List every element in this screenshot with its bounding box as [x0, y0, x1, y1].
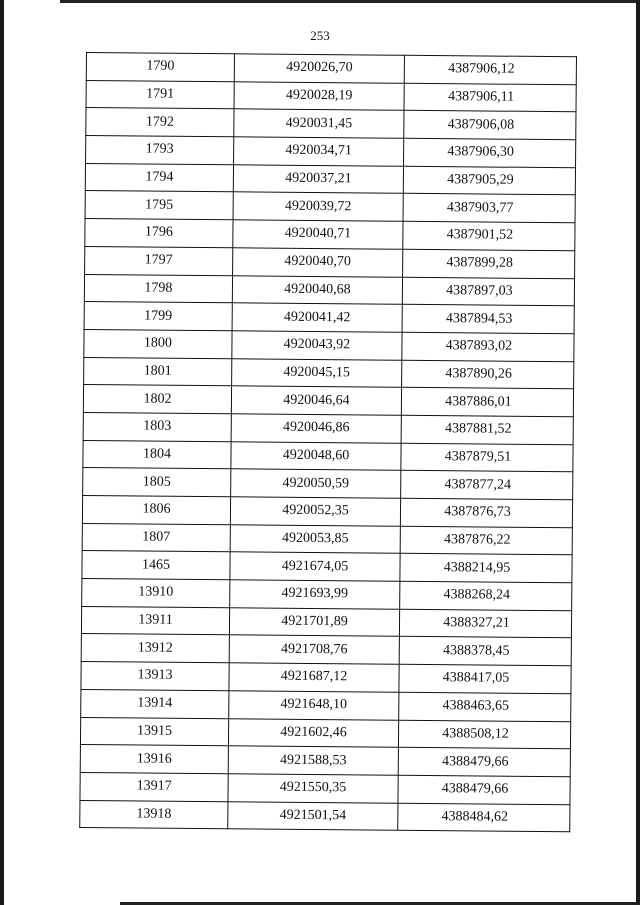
point-number-cell: 1803: [83, 412, 231, 441]
scan-edge-left: [0, 0, 4, 905]
table-row: [86, 108, 576, 140]
table-row: [86, 136, 576, 168]
table-row: [85, 219, 575, 251]
x-coordinate-cell: 4920031,45: [234, 109, 404, 138]
point-number-cell: 1799: [84, 302, 232, 331]
table-row: [85, 191, 575, 223]
x-coordinate-cell: 4920052,35: [230, 497, 400, 526]
point-number-cell: 13918: [80, 800, 228, 829]
x-coordinate-cell: 4921550,35: [228, 774, 398, 803]
table-row: [80, 745, 570, 777]
y-coordinate-cell: 4388484,62: [398, 803, 570, 832]
x-coordinate-cell: 4921708,76: [229, 635, 399, 664]
point-number-cell: 13917: [80, 772, 228, 801]
table-row: [83, 385, 573, 417]
point-number-cell: 1465: [82, 551, 230, 580]
point-number-cell: 1800: [84, 329, 232, 358]
point-number-cell: 13914: [81, 689, 229, 718]
y-coordinate-cell: 4387893,02: [402, 332, 574, 361]
x-coordinate-cell: 4920045,15: [232, 358, 402, 387]
x-coordinate-cell: 4920028,19: [234, 81, 404, 110]
point-number-cell: 1804: [83, 440, 231, 469]
x-coordinate-cell: 4921648,10: [229, 691, 399, 720]
point-number-cell: 13915: [80, 717, 228, 746]
x-coordinate-cell: 4920040,68: [232, 275, 402, 304]
table-row: [81, 662, 571, 694]
point-number-cell: 1797: [85, 246, 233, 275]
point-number-cell: 1806: [82, 495, 230, 524]
y-coordinate-cell: 4387881,52: [401, 415, 573, 444]
x-coordinate-cell: 4921602,46: [228, 718, 398, 747]
table-row: [84, 329, 574, 361]
point-number-cell: 1807: [82, 523, 230, 552]
table-row: [85, 246, 575, 278]
y-coordinate-cell: 4387899,28: [403, 249, 575, 278]
table-row: [86, 80, 576, 112]
y-coordinate-cell: 4387876,73: [400, 498, 572, 527]
table-row: [82, 551, 572, 583]
point-number-cell: 1794: [85, 163, 233, 192]
y-coordinate-cell: 4388378,45: [399, 637, 571, 666]
y-coordinate-cell: 4387905,29: [403, 166, 575, 195]
x-coordinate-cell: 4920040,71: [233, 220, 403, 249]
y-coordinate-cell: 4387906,12: [404, 55, 576, 84]
x-coordinate-cell: 4920050,59: [231, 469, 401, 498]
x-coordinate-cell: 4920053,85: [230, 524, 400, 553]
y-coordinate-cell: 4388417,05: [399, 664, 571, 693]
x-coordinate-cell: 4921687,12: [229, 663, 399, 692]
x-coordinate-cell: 4921701,89: [229, 608, 399, 637]
point-number-cell: 13910: [82, 579, 230, 608]
y-coordinate-cell: 4387906,30: [404, 138, 576, 167]
point-number-cell: 1805: [83, 468, 231, 497]
point-number-cell: 1796: [85, 219, 233, 248]
page-number: 253: [310, 28, 330, 43]
point-number-cell: 1798: [84, 274, 232, 303]
y-coordinate-cell: 4387894,53: [402, 304, 574, 333]
x-coordinate-cell: 4920046,64: [231, 386, 401, 415]
y-coordinate-cell: 4387897,03: [402, 277, 574, 306]
x-coordinate-cell: 4920034,71: [234, 137, 404, 166]
table-row: [86, 53, 576, 85]
y-coordinate-cell: 4387877,24: [401, 471, 573, 500]
y-coordinate-cell: 4387906,08: [404, 111, 576, 140]
table-row: [83, 440, 573, 472]
point-number-cell: 13913: [81, 662, 229, 691]
x-coordinate-cell: 4921501,54: [228, 801, 398, 830]
x-coordinate-cell: 4920026,70: [234, 54, 404, 83]
y-coordinate-cell: 4387879,51: [401, 443, 573, 472]
y-coordinate-cell: 4387903,77: [403, 194, 575, 223]
x-coordinate-cell: 4920048,60: [231, 441, 401, 470]
point-number-cell: 1802: [83, 385, 231, 414]
table-row: [84, 302, 574, 334]
y-coordinate-cell: 4388463,65: [399, 692, 571, 721]
x-coordinate-cell: 4920040,70: [233, 248, 403, 277]
point-number-cell: 1793: [86, 136, 234, 165]
table-row: [84, 274, 574, 306]
table-row: [84, 357, 574, 389]
table-row: [85, 163, 575, 195]
point-number-cell: 1790: [86, 53, 234, 82]
y-coordinate-cell: 4388508,12: [398, 720, 570, 749]
point-number-cell: 1801: [84, 357, 232, 386]
scan-edge-right: [636, 0, 640, 905]
table-row: [82, 495, 572, 527]
coordinates-table: [79, 52, 577, 833]
point-number-cell: 13911: [81, 606, 229, 635]
y-coordinate-cell: 4388479,66: [398, 775, 570, 804]
coordinates-table-body: [80, 53, 577, 832]
x-coordinate-cell: 4921588,53: [228, 746, 398, 775]
table-row: [80, 800, 570, 832]
y-coordinate-cell: 4388268,24: [400, 581, 572, 610]
x-coordinate-cell: 4921693,99: [230, 580, 400, 609]
point-number-cell: 13916: [80, 745, 228, 774]
table-row: [81, 606, 571, 638]
scan-edge-top: [60, 0, 640, 3]
table-row: [80, 772, 570, 804]
point-number-cell: 13912: [81, 634, 229, 663]
x-coordinate-cell: 4921674,05: [230, 552, 400, 581]
y-coordinate-cell: 4387906,11: [404, 83, 576, 112]
table-row: [83, 468, 573, 500]
table-row: [81, 689, 571, 721]
point-number-cell: 1792: [86, 108, 234, 137]
y-coordinate-cell: 4387886,01: [401, 388, 573, 417]
x-coordinate-cell: 4920039,72: [233, 192, 403, 221]
table-row: [82, 523, 572, 555]
y-coordinate-cell: 4387890,26: [402, 360, 574, 389]
x-coordinate-cell: 4920041,42: [232, 303, 402, 332]
x-coordinate-cell: 4920037,21: [233, 165, 403, 194]
table-row: [81, 634, 571, 666]
table-row: [82, 579, 572, 611]
x-coordinate-cell: 4920043,92: [232, 331, 402, 360]
point-number-cell: 1795: [85, 191, 233, 220]
point-number-cell: 1791: [86, 80, 234, 109]
table-row: [80, 717, 570, 749]
y-coordinate-cell: 4388327,21: [399, 609, 571, 638]
y-coordinate-cell: 4388479,66: [398, 747, 570, 776]
x-coordinate-cell: 4920046,86: [231, 414, 401, 443]
table-row: [83, 412, 573, 444]
y-coordinate-cell: 4387876,22: [400, 526, 572, 555]
y-coordinate-cell: 4388214,95: [400, 554, 572, 583]
y-coordinate-cell: 4387901,52: [403, 221, 575, 250]
